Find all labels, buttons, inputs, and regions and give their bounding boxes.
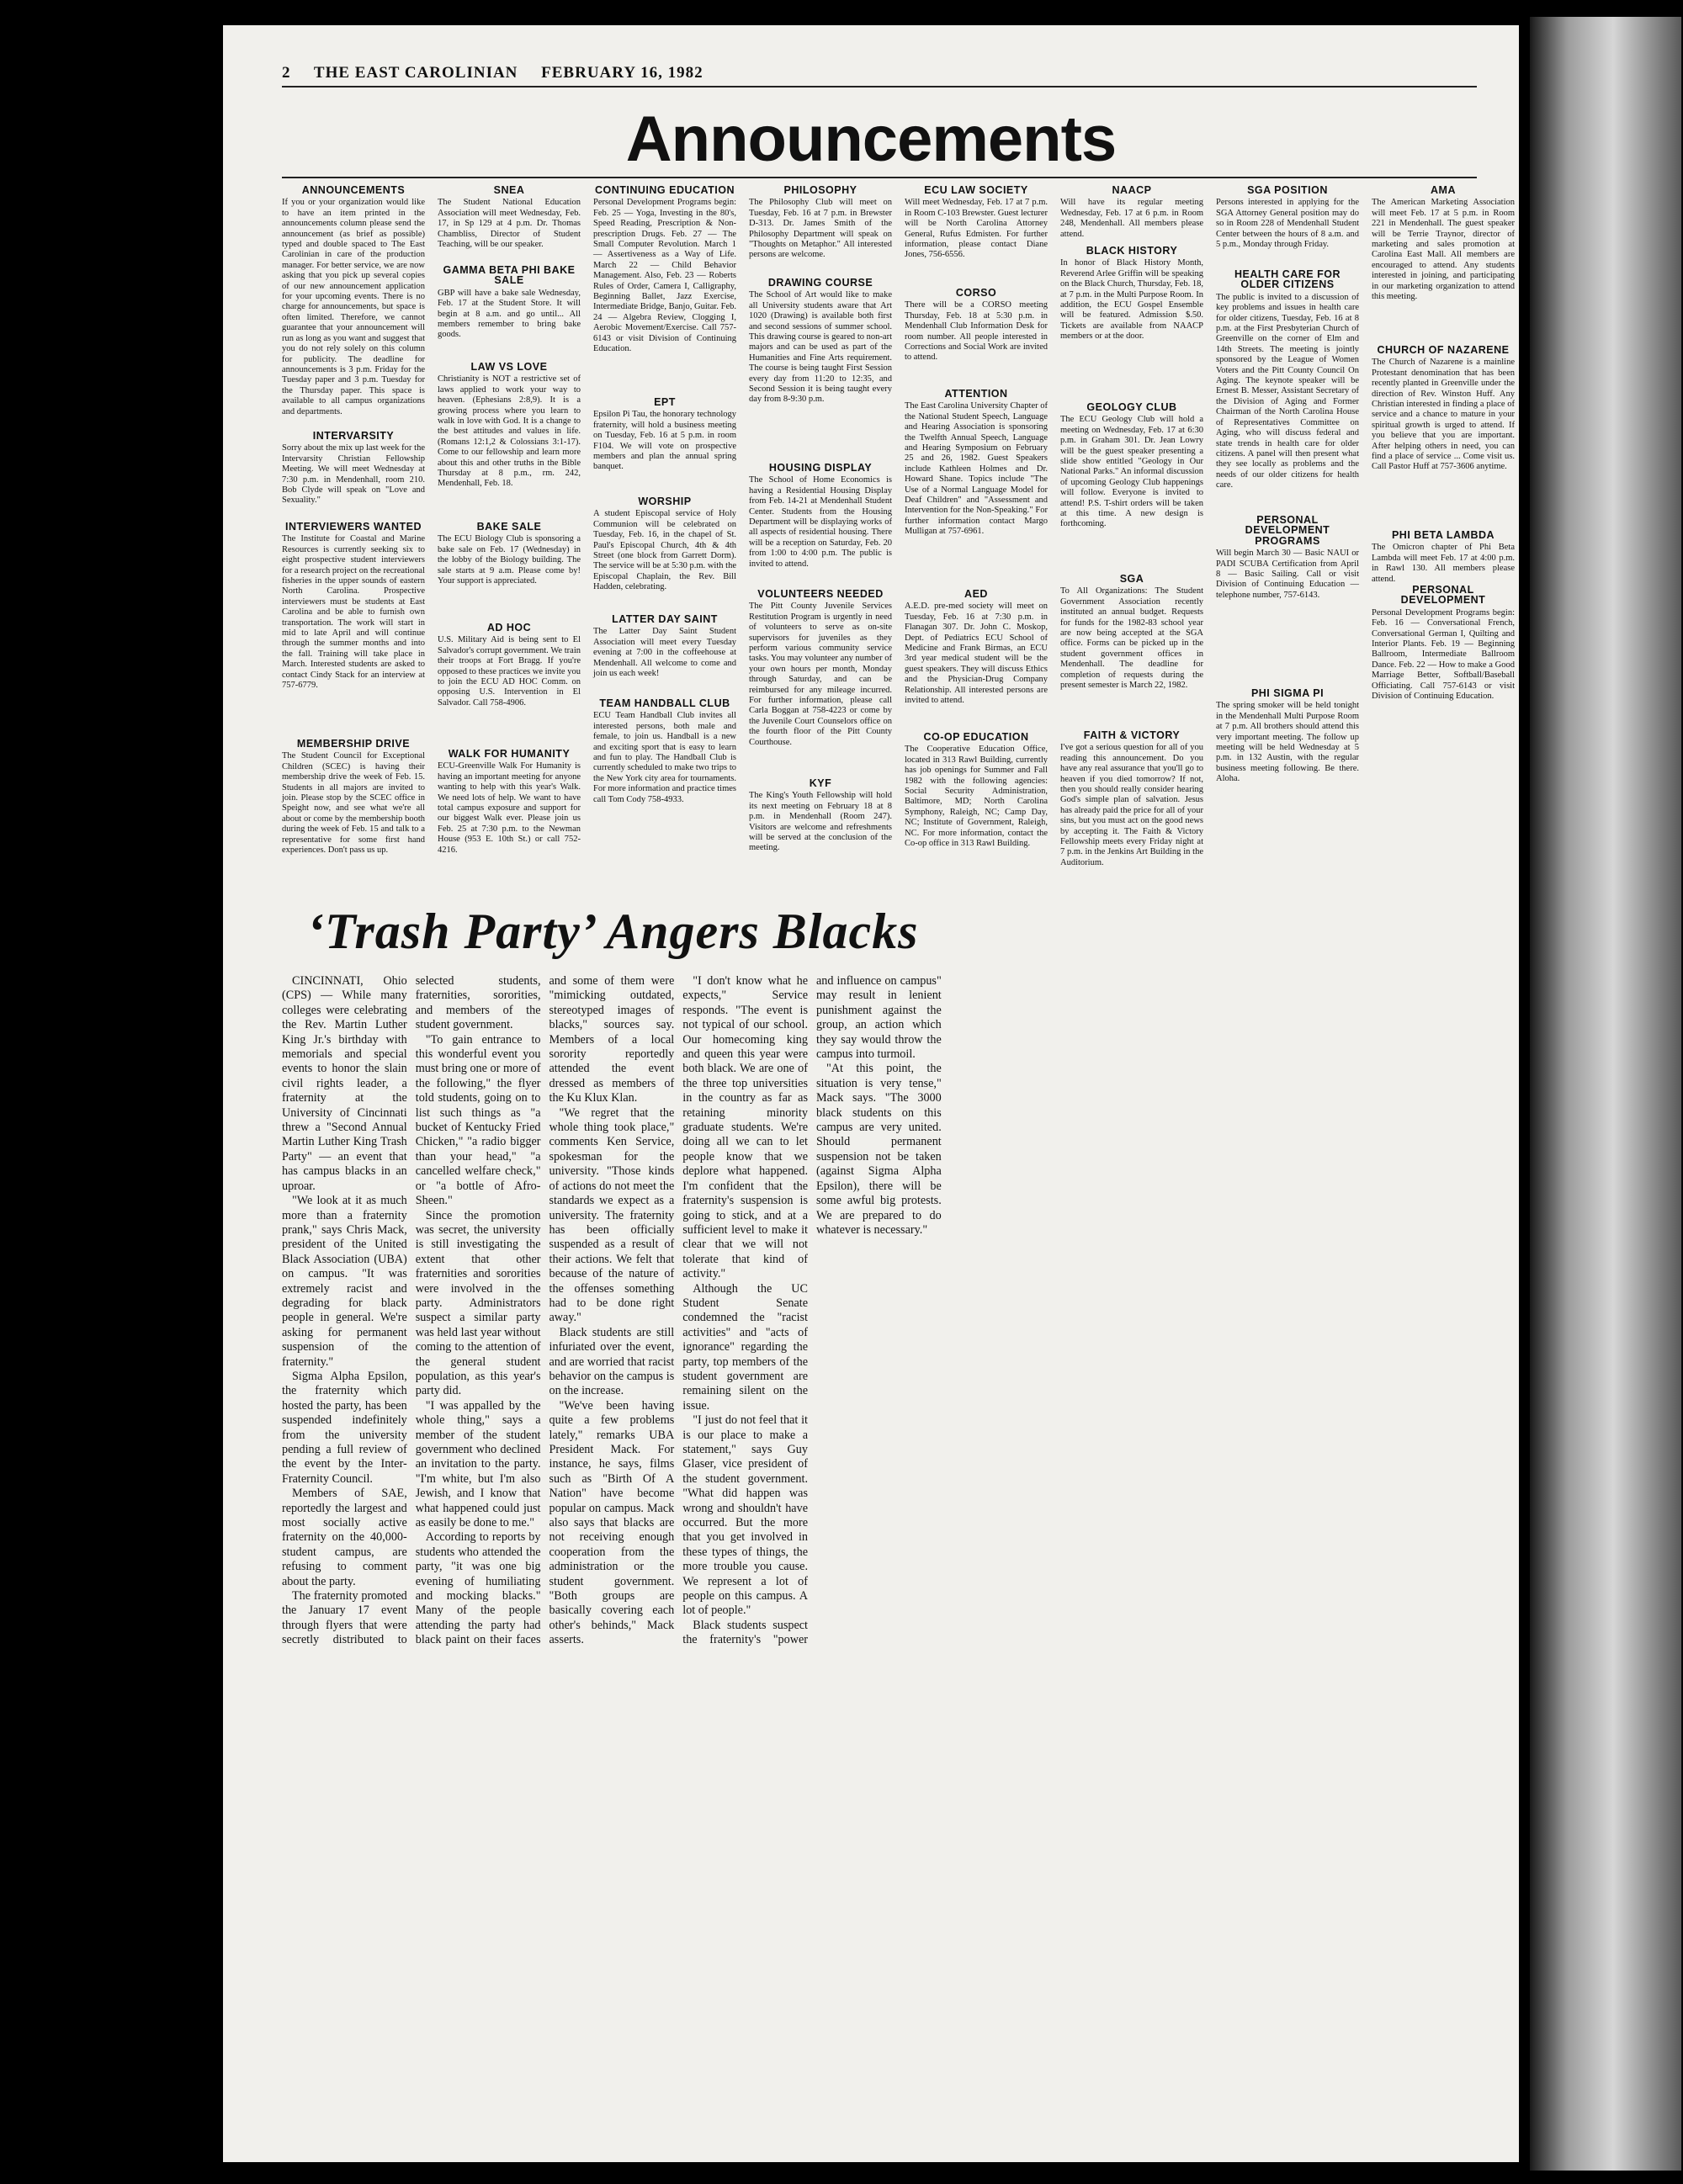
article-paragraph: The fraternity promoted the January 17 event through flyers that were secretly distributed to selected students, fraternities, sororities, and members of the student government. bbox=[282, 974, 541, 1647]
announcement: CORSO There will be a CORSO meeting Thursday, Feb. 18 at 5:30 p.m. in Mendenhall Club Information Desk for room number. All people interested in Corrections and Social Work are invited to attend. bbox=[905, 287, 1048, 363]
announcement: BLACK HISTORY In honor of Black History Month, Reverend Arlee Griffin will be speaking on the Black Church, Thursday, Feb. 18, at 7 p.m. in the Multi Purpose Room. In addition, the ECU Gospel Ensemble will be featured. Admission $.50. Tickets are available from NAACP members or at the door. bbox=[1060, 245, 1204, 342]
announcement: SNEA The Student National Education Association will meet Wednesday, Feb. 17, in Sp 129 at 4 p.m. Dr. Thomas Chambliss, Director of Student Teaching, will be our speaker. bbox=[438, 184, 581, 250]
announcement: NAACP Will have its regular meeting Wednesday, Feb. 17 at 6 p.m. in Room 248, Mendenhall. All members please attend. bbox=[1060, 184, 1203, 239]
article-paragraph: Since the promotion was secret, the university is still investigating the extent that other fraternities and sororities were involved in the party. Administrators suspect a similar party was held last year without coming to the attention of the general student population, as this year's party did. bbox=[415, 1208, 541, 1398]
announcement: GEOLOGY CLUB The ECU Geology Club will hold a meeting on Wednesday, Feb. 17 at 6:30 p.m. in Graham 301. Dr. Jean Lowry will be the guest speaker presenting a slide show entitled "Geology in Our National Parks." An informal discussion of upcoming Geology Club happenings will follow. Everyone is invited to attend! P.S. T-shirt orders will be taken at this time. A new design is forthcoming. bbox=[1060, 401, 1203, 529]
article-paragraph: CINCINNATI, Ohio (CPS) — While many colleges were celebrating the Rev. Martin Luther King Jr.'s birthday with memorials and special events to honor the slain civil rights leader, a fraternity at the University of Cincinnati threw a "Second Annual Martin Luther King Trash Party" — an event that has campus blacks in an uproar. bbox=[282, 974, 407, 1193]
article-paragraph: Black students suspect the fraternity's "power and influence on campus" may result in lenient punishment against the group, an action which they say would throw the campus into turmoil. bbox=[682, 974, 942, 1647]
announcement: PHI BETA LAMBDA The Omicron chapter of Phi Beta Lambda will meet Feb. 17 at 4:00 p.m. in Rawl 130. All members please attend. bbox=[1372, 529, 1515, 584]
paper-name: THE EAST CAROLINIAN bbox=[313, 64, 518, 82]
announcement: CO-OP EDUCATION The Cooperative Education Office, located in 313 Rawl Building, currently has job openings for Summer and Fall 1982 with the following agencies: Social Security Administration, Baltimore, MD; North Carolina Symphony, Raleigh, NC; Camp Day, NC; Institute of Government, Raleigh, NC. For more information, contact the Co-op office in 313 Rawl Building. bbox=[905, 731, 1048, 849]
announcement: DRAWING COURSE The School of Art would like to make all University students aware that Art 1020 (Drawing) is available both first and second sessions of summer school. This drawing course is geared to non-art majors and can be used as part of the Humanities and Fine Arts requirement. The course is being taught First Session every day from 11:20 to 12:35, and Second Session it is being taught every day from 8-9:30 p.m. bbox=[749, 277, 892, 405]
article-paragraph: "To gain entrance to this wonderful event you must bring one or more of the following," the flyer told students, going on to list such things as "a bucket of Kentucky Fried Chicken," "a radio bigger than your head," "a cancelled welfare check," or "a bottle of Afro-Sheen." bbox=[415, 1032, 541, 1208]
article-paragraph: Members of SAE, reportedly the largest and most socially active fraternity on the 40,000-student campus, are refusing to comment about the party. bbox=[282, 1487, 407, 1588]
announcement: ECU LAW SOCIETY Will meet Wednesday, Feb. 17 at 7 p.m. in Room C-103 Brewster. Guest lecturer will be North Carolina Attorney General, Rufus Edmisten. For further information, please contact Diane Jones, 756-6556. bbox=[905, 184, 1048, 260]
article-paragraph: "I don't know what he expects," Service responds. "The event is not typical of our school. Our homecoming king and queen this year were both black. We are one of the three top universities in the country as far as retaining minority graduate students. We're doing all we can to let people know that we deplore what happened. I'm confident that the fraternity's suspension is going to stick, and at a sufficient level to make it clear that we will not tolerate that kind of activity." bbox=[682, 974, 808, 1281]
announcement: SGA To All Organizations: The Student Government Association recently instituted an annual budget. Requests for funds for the 1982-83 school year are now being accepted at the SGA office. Forms can be picked up in the student government offices in Mendenhall. The deadline for completion of requests during the present semester is March 22, 1982. bbox=[1060, 573, 1203, 691]
issue-date: FEBRUARY 16, 1982 bbox=[541, 64, 703, 82]
announcement: INTERVIEWERS WANTED The Institute for Coastal and Marine Resources is currently seeking six to eight prospective student interviewers for a research project on the recreational fisheries in the upper sounds of eastern North Carolina. Prospective interviewers must be students at East Carolina and be able to furnish own transportation. The work will start in mid to late April and will continue through the summer months and into the fall. Training will take place in March. Interested students are asked to contact Cindy Stack for an interview at 757-6779. bbox=[282, 521, 425, 691]
announcement: TEAM HANDBALL CLUB ECU Team Handball Club invites all interested persons, both male and female, to join us. Handball is a new and exciting sport that is easy to learn and fun to play. The Handball Club is currently scheduled to make two trips to the New York city area for tournaments. For more information and practice times call Tom Cody 758-4933. bbox=[593, 697, 736, 804]
announcement: KYF The King's Youth Fellowship will hold its next meeting on February 18 at 8 p.m. in Mendenhall (Room 247). Visitors are welcome and refreshments will be served at the conclusion of the meeting. bbox=[749, 777, 892, 853]
announcement: VOLUNTEERS NEEDED The Pitt County Juvenile Services Restitution Program is urgently in need of volunteers to serve as on-site supervisors for juveniles as they perform various community service tasks. You may volunteer any number of your own hours per month, Monday through Saturday, and can be reimbursed for any mileage incurred. For further information, please call Carla Boggan at 758-4223 or come by the Juvenile Court Counselors office on the fourth floor of the Pitt County Courthouse. bbox=[749, 588, 892, 747]
article-paragraph: "I just do not feel that it is our place to make a statement," says Guy Glaser, vice president of the student government. "What did happen was wrong and shouldn't have occurred. But the more that you get involved in these types of things, the more trouble you cause. We represent a lot of people on this campus. A lot of people." bbox=[682, 1413, 808, 1618]
article-paragraph: Although the UC Student Senate condemned the "racist activities" and "acts of ignorance" regarding the party, top members of the student government are remaining silent on the issue. bbox=[682, 1281, 808, 1413]
announcement: CONTINUING EDUCATION Personal Development Programs begin: Feb. 25 — Yoga, Investing in the 80's, Speed Reading, Prescription & Non-prescription Drugs. Feb. 27 — The Small Computer Revolution. March 1 — Assertiveness as a Way of Life. March 22 — Child Behavior Management. Also, Feb. 23 — Roberts Rules of Order, Camera I, Calligraphy, Beginning Ballet, Jazz Exercise, Intermediate Bridge, Banjo, Guitar. Feb. 24 — Algebra Review, Clogging I, Aerobic Movement/Exercise. Call 757-6143 or visit Division of Continuing Education. bbox=[593, 184, 736, 354]
article-body bbox=[282, 974, 1342, 1656]
announcement: PHI SIGMA PI The spring smoker will be held tonight in the Mendenhall Multi Purpose Room at 7 p.m. All brothers should attend this very important meeting. The follow up meeting will be held Wednesday at 5 p.m. in 132 Austin, with the regular business meeting following. Be there. Aloha. bbox=[1216, 687, 1359, 784]
announcement: LAW VS LOVE Christianity is NOT a restrictive set of laws applied to work your way to heaven. (Ephesians 2:8,9). It is a growing process where you learn to walk in love with God. It is a change to the best attitudes and values in life. (Romans 12:1,2 & Colossians 3:1-17). Come to our fellowship and learn more about this and other truths in the Bible Thursday at 8 p.m., rm. 242, Mendenhall, Feb. 18. bbox=[438, 361, 581, 489]
announcement: MEMBERSHIP DRIVE The Student Council for Exceptional Children (SCEC) is having their membership drive the week of Feb. 15. Students in all majors are invited to join. Please stop by the SCEC office in Speight now, and see what we're all about or come by the membership booth during the week of Feb. 15 and talk to a representative for some first hand experiences. Don't pass us up. bbox=[282, 738, 425, 856]
section-title: Announcements bbox=[625, 103, 1117, 175]
announcement: AD HOC U.S. Military Aid is being sent to El Salvador's corrupt government. We train their troops at Fort Bragg. If you're opposed to these practices we invite you to join the ECU AD HOC Comm. on opposing U.S. Intervention in El Salvador. Call 758-4906. bbox=[438, 622, 581, 708]
article-paragraph: "We regret that the whole thing took place," comments Ken Service, spokesman for the university. "Those kinds of actions do not meet the standards we expect as a university. The fraternity has been officially suspended as a result of their actions. We felt that because of the nature of the offenses something had to be done right away." bbox=[549, 1105, 675, 1325]
article-paragraph: Black students are still infuriated over the event, and are worried that racist behavior on the campus is on the increase. bbox=[549, 1325, 675, 1398]
article-paragraph: According to reports by students who attended the party, "it was one big evening of humiliating and mocking blacks." Many of the people attending the party had black paint on their faces and some of them were "mimicking outdated, stereotyped images of blacks," sources say. Members of a local sorority reportedly attended the event dressed as members of the Ku Klux Klan. bbox=[415, 974, 675, 1647]
announcement: INTERVARSITY Sorry about the mix up last week for the Intervarsity Christian Fellowship Meeting. We will meet Wednesday at 7:30 p.m. in Mendenhall, room 210. Bob Clyde will speak on "Love and Sexuality." bbox=[282, 430, 425, 506]
announcement: ATTENTION The East Carolina University Chapter of the National Student Speech, Language and Hearing Association is sponsoring the Twelfth Annual Speech, Language and Hearing Symposium on February 25 and 26, 1982. Guest Speakers include Kathleen Holmes and Dr. Howard Shane. Topics include "The Use of a Normal Language Model for Deaf Children" and "Assessment and Intervention for the Non-Speaking." For further information contact Margo Mulligan at 757-6961. bbox=[905, 388, 1048, 537]
announcement: BAKE SALE The ECU Biology Club is sponsoring a bake sale on Feb. 17 (Wednesday) in the lobby of the Biology building. The sale starts at 9 a.m. Please come by! Your support is appreciated. bbox=[438, 521, 581, 586]
announcement: GAMMA BETA PHI BAKE SALE GBP will have a bake sale Wednesday, Feb. 17 at the Student Store. It will begin at 8 a.m. and go until... All members remember to bring bake goods. bbox=[438, 264, 581, 340]
announcement: SGA POSITION Persons interested in applying for the SGA Attorney General position may do so in Room 228 of Mendenhall Student Center between the hours of 8 a.m. and 5 p.m., Monday through Friday. bbox=[1216, 184, 1359, 250]
article-paragraph: Sigma Alpha Epsilon, the fraternity which hosted the party, has been suspended indefinitely from the university pending a full review of the event by the Inter-Fraternity Council. bbox=[282, 1369, 407, 1486]
announcement: AMA The American Marketing Association will meet Feb. 17 at 5 p.m. in Room 221 in Mendenhall. The guest speaker will be Terrie Traynor, director of marketing and sales promotion at Carolina East Mall. All members are encouraged to attend. Any students interested in joining, and participating in our marketing organization to attend this meeting. bbox=[1372, 184, 1515, 302]
article-paragraph: "We've been having quite a few problems lately," remarks UBA President Mack. For instance, he says, films such as "Birth Of A Nation" have become popular on campus. Mack also says that blacks are not receiving enough cooperation from the administration or the student government. "Both groups are basically covering each other's behinds," Mack asserts. bbox=[549, 1398, 675, 1647]
announcement: ANNOUNCEMENTS If you or your organization would like to have an item printed in the announcements column please send the announcement (as brief as possible) typed and double spaced to The East Carolinian in care of the production manager. For better service, we are now asking that you pick up several copies of our new announcement application for your upcoming events. There is no charge for announcements, but space is often limited. Therefore, we cannot guarantee that your announcement will run as long as you want and suggest that you do not rely solely on this column for publicity. The deadline for announcements is 3 p.m. Friday for the Tuesday paper and 3 p.m. Tuesday for the Thursday paper. This space is available to all campus organizations and departments. bbox=[282, 184, 425, 416]
announcement: PERSONAL DEVELOPMENT Personal Development Programs begin: Feb. 16 — Conversational French, Conversational German I, Quilting and Interior Plants. Feb. 19 — Beginning Ballroom, Intermediate Ballroom Dance. Feb. 22 — How to make a Good Marriage Better, Softball/Baseball Officiating. Call 757-6143 or visit Division of Continuing Education. bbox=[1372, 584, 1515, 702]
announcement: AED A.E.D. pre-med society will meet on Tuesday, Feb. 16 at 7:30 p.m. in Flanagan 307. Dr. John C. Moskop, Dept. of Pediatrics ECU School of Medicine and Frank Birmas, an ECU 3rd year medical student will be the guest speakers. They will discuss Ethics and the Physician-Drug Company Relationship. All interested persons are invited to attend. bbox=[905, 588, 1048, 706]
announcement: LATTER DAY SAINT The Latter Day Saint Student Association will meet every Tuesday evening at 7:00 in the coffeehouse at Mendenhall. All welcome to come and join us each week! bbox=[593, 613, 736, 679]
announcement: EPT Epsilon Pi Tau, the honorary technology fraternity, will hold a business meeting on Tuesday, Feb. 16 at 5 p.m. in room F104. We will vote on prospective members and plan the annual spring banquet. bbox=[593, 396, 736, 472]
announcement: HEALTH CARE FOR OLDER CITIZENS The public is invited to a discussion of key problems and issues in health care for older citizens, Tuesday, Feb. 16 at 8 p.m. at the First Presbyterian Church of Greenville on the corner of Elm and 14th Streets. The meeting is jointly sponsored by the League of Women Voters and the Pitt County Council On Aging. The keynote speaker will be Ernest B. Messer, Assistant Secretary of the Division of Aging and Former Chairman of the North Carolina House of Representatives Committee on Aging, who will discuss federal and state trends in health care for older citizens. A panel will then present what they see locally as problems and the needs of our older citizens for health care. bbox=[1216, 268, 1359, 490]
announcement: WORSHIP A student Episcopal service of Holy Communion will be celebrated on Tuesday, Feb. 16, in the chapel of St. Paul's Episcopal Church, 4th & 4th Street (one block from Garrett Dorm). The service will be at 5:30 p.m. with the Episcopal Chaplain, the Rev. Bill Hadden, celebrating. bbox=[593, 496, 736, 592]
announcement: FAITH & VICTORY I've got a serious question for all of you reading this announcement. Do you have any real assurance that you'll go to heaven if you died tomorrow? If not, then you should really consider hearing God's simple plan of salvation. Jesus has already paid the price for all of your sins, but you must act on the good news by accepting it. The Faith & Victory Fellowship meets every Friday night at 7 p.m. in the Jenkins Art Building in the Auditorium. bbox=[1060, 729, 1203, 867]
page-overlay-3 bbox=[223, 25, 1519, 2162]
article-headline: ‘Trash Party’ Angers Blacks bbox=[307, 904, 919, 959]
announcement: WALK FOR HUMANITY ECU-Greenville Walk For Humanity is having an important meeting for anyone wanting to help with this year's Walk. We need lots of help. We want to have total campus exposure and support for our biggest Walk ever. Please join us Feb. 25 at 7:30 p.m. to the Newman House (953 E. 10th St.) or call 752-4216. bbox=[438, 748, 581, 855]
scan-edge bbox=[1530, 17, 1681, 2171]
article-paragraph: "At this point, the situation is very tense," Mack says. "The 3000 black students on this campus are very united. Should permanent suspension not be taken (against Sigma Alpha Epsilon), there will be some awful big protests. We are prepared to do whatever is necessary." bbox=[816, 1062, 942, 1237]
page-number: 2 bbox=[282, 64, 291, 82]
announcement: CHURCH OF NAZARENE The Church of Nazarene is a mainline Protestant denomination that has been recently planted in Greenville under the direction of Rev. Winston Huff. Any Christian interested in finding a place of service and a chance to mature in your spiritual growth is urged to attend. If you believe that you are important. After helping others in need, you can find a place of service ... Come visit us. Call Pastor Huff at 757-3606 anytime. bbox=[1372, 344, 1515, 472]
article-paragraph: "I was appalled by the whole thing," says a member of the student government who declined an invitation to the party. "I'm white, but I'm also Jewish, and I know that what happened could just as easily be done to me." bbox=[415, 1398, 541, 1530]
announcement: PERSONAL DEVELOPMENT PROGRAMS Will begin March 30 — Basic NAUI or PADI SCUBA Certification from April 8 — Basic Sailing. Call or visit Division of Continuing Education — telephone number, 757-6143. bbox=[1216, 514, 1359, 600]
announcement: PHILOSOPHY The Philosophy Club will meet on Tuesday, Feb. 16 at 7 p.m. in Brewster D-313. Dr. James Smith of the Philosophy Department will speak on "Thoughts on Metaphor." All interested persons are welcome. bbox=[749, 184, 892, 260]
article-paragraph: "We look at it as much more than a fraternity prank," says Chris Mack, president of the United Black Association (UBA) on campus. "It was extremely racist and degrading for black people in general. We're asking for permanent suspension of the fraternity." bbox=[282, 1194, 407, 1369]
announcement: HOUSING DISPLAY The School of Home Economics is having a Residential Housing Display from Feb. 14-21 at Mendenhall Student Center. Students from the Housing Department will be displaying works of all aspects of residential housing. There will be a reception on Saturday, Feb. 20 from 1:00 to 4:00 p.m. The public is invited to attend. bbox=[749, 462, 892, 569]
